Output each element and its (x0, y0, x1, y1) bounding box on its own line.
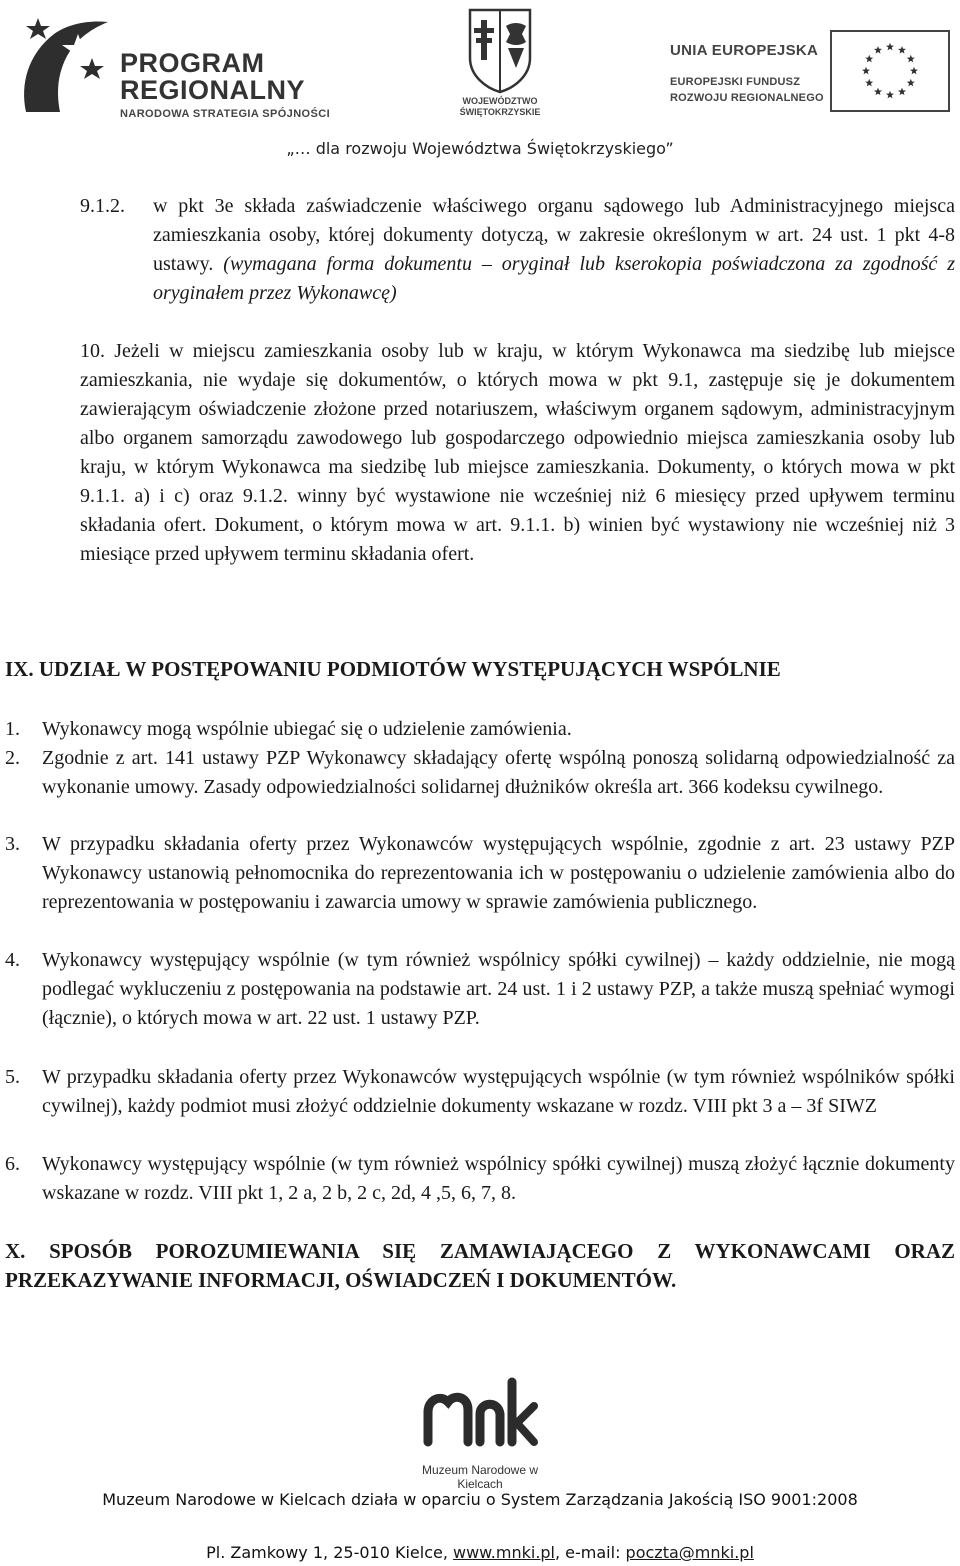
eu-text-block (670, 42, 824, 106)
list-item-number: 4. (5, 949, 20, 971)
website-link[interactable]: www.mnki.pl (453, 1543, 555, 1562)
unia-europejska-logo (640, 28, 952, 118)
paragraph-912 (153, 192, 955, 308)
voivodeship-name (440, 96, 560, 118)
list-item: W przypadku składania oferty przez Wykonawców występujących wspólnie, zgodnie z art. 23 ustawy PZP Wykonawcy ustanowią pełnomocnika do reprezentowania ich w postępowaniu o udzielenie zamówienia albo do reprezentowania w postępowaniu i zawarcia umowy w sprawie zamówienia publicznego. (42, 833, 955, 913)
museum-logo-text: Muzeum Narodowe w Kielcach (421, 1463, 539, 1491)
eu-fund (670, 74, 824, 106)
list-item-number: 2. (5, 747, 20, 769)
eu-fund-line-2: ROZWOJU REGIONALNEGO (670, 92, 824, 104)
list-item: Wykonawcy występujący wspólnie (w tym również wspólnicy spółki cywilnej) muszą złożyć łącznie dokumenty wskazane w rozdz. VIII pkt 1, 2 a, 2 b, 2 c, 2d, 4 ,5, 6, 7, 8. (42, 1153, 955, 1204)
program-regionalny-logo (8, 14, 378, 120)
museum-mnk-mark-icon (420, 1372, 540, 1452)
museum-logo (420, 1372, 540, 1491)
section-ix-heading: IX. UDZIAŁ W POSTĘPOWANIU PODMIOTÓW WYSTĘPUJĄCYCH WSPÓLNIE (5, 657, 781, 681)
list-item-number: 3. (5, 833, 20, 855)
list-item: W przypadku składania oferty przez Wykonawców występujących wspólnie (w tym również wspólników spółki cywilnej), każdy podmiot musi złożyć oddzielnie dokumenty wskazane w rozdz. VIII pkt 3 a – 3f SIWZ (42, 1066, 955, 1117)
eu-fund-line-1: EUROPEJSKI FUNDUSZ (670, 76, 801, 88)
eu-flag-icon (830, 30, 950, 112)
voivodeship-line-1: WOJEWÓDZTWO (462, 96, 538, 106)
header-tagline: „… dla rozwoju Województwa Świętokrzyskiego” (286, 139, 674, 158)
paragraph-10: 10. Jeżeli w miejscu zamieszkania osoby lub w kraju, w którym Wykonawca ma siedzibę lub miejsce zamieszkania, nie wydaje się dokumentów, o których mowa w pkt 9.1, zastępuje się je dokumentem zawierającym oświadczenie złożone przed notariuszem, właściwym organem sądowym, administracyjnym albo organem samorządu zawodowego lub gospodarczego odpowiednio miejsca zamieszkania osoby lub kraju, w którym Wykonawca ma siedzibę lub miejsce zamieszkania. Dokumenty, o których mowa w pkt 9.1.1. a) i c) oraz 9.1.2. winny być wystawione nie wcześniej niż 6 miesięcy przed upływem terminu składania ofert. Dokument, o którym mowa w art. 9.1.1. b) winien być wystawiony nie wcześniej niż 3 miesiące przed upływem terminu składania ofert. (80, 340, 955, 565)
program-regionalny-subtitle: NARODOWA STRATEGIA SPÓJNOŚCI (120, 108, 331, 120)
program-regionalny-title (120, 50, 305, 104)
list-item-number: 5. (5, 1066, 20, 1088)
voivodeship-crest-icon (468, 8, 532, 94)
list-item: Wykonawcy mogą wspólnie ubiegać się o udzielenie zamówienia. (42, 718, 572, 740)
footer-address: Pl. Zamkowy 1, 25-010 Kielce, (206, 1543, 453, 1562)
list-item: Wykonawcy występujący wspólnie (w tym również wspólnicy spółki cywilnej) – każdy oddzielnie, nie mogą podlegać wykluczeniu z postępowania na podstawie art. 24 ust. 1 i 2 ustawy PZP, a także muszą spełniać wymogi (łącznie), o których mowa w art. 22 ust. 1 ustawy PZP. (42, 949, 955, 1029)
program-line: PROGRAM (120, 48, 265, 78)
paragraph-912-note: (wymagana forma dokumentu – oryginał lub kserokopia poświadczona za zgodność z oryginałem przez Wykonawcę) (153, 253, 955, 304)
eu-title: UNIA EUROPEJSKA (670, 42, 819, 59)
footer-iso-line: Muzeum Narodowe w Kielcach działa w oparciu o System Zarządzania Jakością ISO 9001:2008 (102, 1490, 858, 1509)
list-item-number: 1. (5, 718, 20, 740)
email-link[interactable]: poczta@mnki.pl (625, 1543, 754, 1562)
wojewodztwo-swietokrzyskie-logo (440, 8, 560, 123)
list-item: Zgodnie z art. 141 ustawy PZP Wykonawcy składający ofertę wspólną ponoszą solidarną odpowiedzialność za wykonanie umowy. Zasady odpowiedzialności solidarnej dłużników określa art. 366 kodeksu cywilnego. (42, 747, 955, 798)
footer-address-line (0, 1543, 960, 1562)
paragraph-912-text: w pkt 3e składa zaświadczenie właściwego organu sądowego lub Administracyjnego miejsca zamieszkania osoby, której dokumenty dotyczą, w zakresie określonym w art. 24 ust. 1 pkt 4-8 ustawy. (153, 195, 955, 275)
section-x-heading: X. SPOSÓB POROZUMIEWANIA SIĘ ZAMAWIAJĄCEGO Z WYKONAWCAMI ORAZ PRZEKAZYWANIE INFORMACJI, OŚWIADCZEŃ I DOKUMENTÓW. (5, 1239, 955, 1292)
list-item-number: 6. (5, 1153, 20, 1175)
program-regionalny-mark-icon (8, 14, 118, 114)
footer-email-label: , e-mail: (555, 1543, 626, 1562)
item-number: 9.1.2. (80, 195, 125, 217)
voivodeship-line-2: ŚWIĘTOKRZYSKIE (459, 107, 541, 117)
regionalny-line: REGIONALNY (120, 75, 306, 105)
page-header (0, 0, 960, 170)
